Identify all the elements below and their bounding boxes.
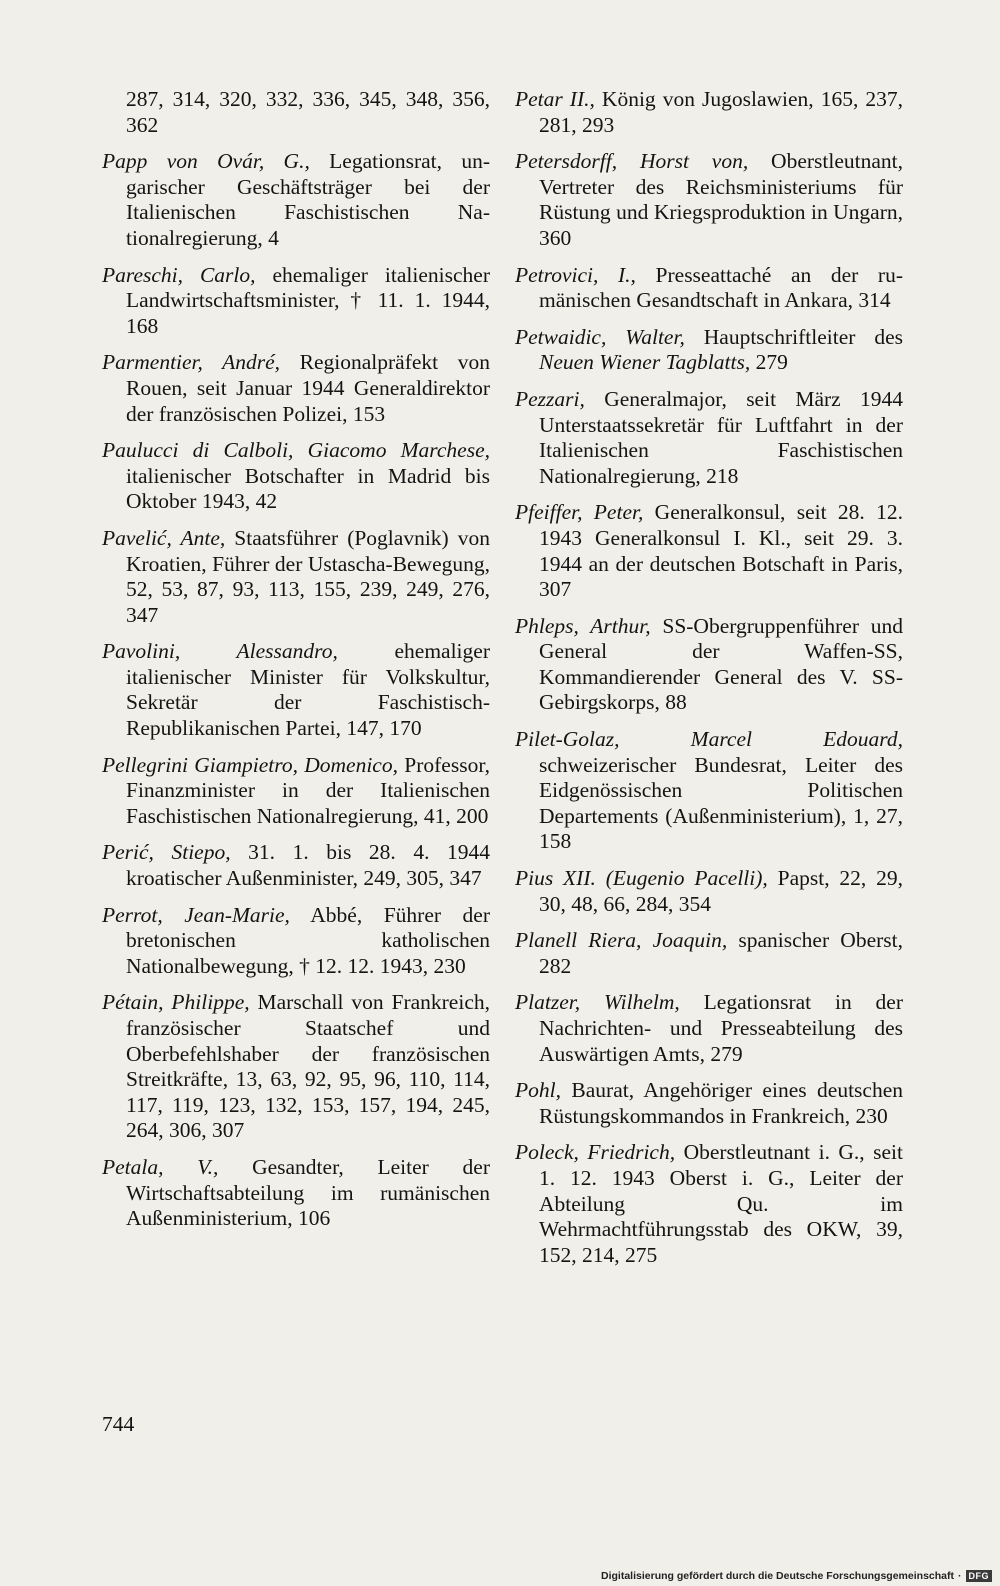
entry-name: Perrot, Jean-Marie, (102, 902, 290, 927)
entry-description: Abbé, Führer der bretonischen katholischen Nationalbewegung, † 12. 12. 1943, 230 (126, 902, 491, 978)
dfg-logo: DFG (966, 1570, 993, 1582)
index-entry (102, 263, 490, 340)
index-entry (102, 990, 490, 1144)
entry-name: Pohl, (515, 1078, 561, 1103)
index-entry (515, 727, 903, 855)
entry-name: Pius XII. (Eugenio Pacelli), (515, 866, 768, 891)
entry-name: Poleck, Friedrich, (515, 1140, 676, 1165)
index-entry (102, 903, 490, 980)
entry-name: Pavolini, Alessandro, (102, 639, 338, 664)
entry-name: Pareschi, Carlo, (102, 262, 256, 287)
index-entry (102, 350, 490, 427)
index-entry (515, 1140, 903, 1268)
index-entry (515, 325, 903, 376)
index-entry (102, 87, 490, 138)
entry-description: Generalmajor, seit März 1944 Unterstaatssekretär für Luftfahrt in der Italienischen Faschistischen Nationalregierung, 218 (539, 386, 904, 488)
entry-description: SS-Obergruppenführer und General der Waffen-SS, Kommandierender General des V. SS-Gebirgskorps, 88 (539, 613, 904, 715)
entry-description: Baurat, Angehöriger eines deutschen Rüstungskommandos in Frankreich, 230 (539, 1078, 904, 1128)
entry-name: Pilet-Golaz, Marcel Edouard, (515, 727, 903, 752)
entry-name: Petrovici, I., (515, 262, 636, 287)
entry-name: Perić, Stiepo, (102, 840, 231, 865)
entry-name: Pezzari, (515, 386, 585, 411)
index-entry (515, 990, 903, 1067)
index-entry (102, 149, 490, 251)
entry-description: ehemaliger italienischer Minister für Volkskultur, Sekretär der Faschistisch-Republikanischen Partei, 147, 170 (126, 639, 490, 741)
entry-description: Hauptschriftleiter des (703, 324, 903, 349)
index-entry (515, 1078, 903, 1129)
index-column-right (515, 87, 903, 1279)
index-entry (515, 387, 903, 489)
index-entry (515, 263, 903, 314)
index-entry (102, 639, 490, 741)
entry-name: Phleps, Arthur, (515, 613, 651, 638)
entry-description: spanischer Oberst, 282 (539, 928, 903, 978)
index-column-left (102, 87, 490, 1243)
index-entry (515, 928, 903, 979)
entry-description: Papst, 22, 29, 30, 48, 66, 284, 354 (539, 866, 904, 916)
entry-name: Papp von Ovár, G., (102, 149, 310, 174)
entry-description: 287, 314, 320, 332, 336, 345, 348, 356, 362 (126, 87, 490, 137)
entry-name: Parmentier, André, (102, 350, 281, 375)
entry-description: Marschall von Frankreich, französischer Staatschef und Oberbefehlshaber der französischen Streitkräfte, 13, 63, 92, 95, 96, 110, 114, 117, 119, 123, 132, 153, 157, 194, 245, 264, 306, 307 (126, 990, 490, 1143)
entry-description: 31. 1. bis 28. 4. 1944 kroatischer Außenminister, 249, 305, 347 (126, 840, 491, 891)
index-entry (102, 1155, 490, 1232)
entry-name: Petwaidic, Walter, (515, 324, 685, 349)
footer-credit: Digitalisierung gefördert durch die Deutsche Forschungsgemeinschaft · DFG (601, 1570, 992, 1582)
entry-pages: 279 (755, 350, 788, 375)
index-entry (102, 526, 490, 628)
index-entry (515, 149, 903, 251)
entry-name: Pavelić, Ante, (102, 525, 226, 550)
entry-description: Regionalpräfekt von Rouen, seit Januar 1944 Generaldirektor der französischen Polizei, 153 (126, 350, 490, 426)
entry-description: Presseattaché an der rumänischen Gesandtschaft in Ankara, 314 (539, 262, 903, 313)
entry-name: Platzer, Wilhelm, (515, 990, 680, 1015)
entry-name: Petala, V., (102, 1154, 219, 1179)
entry-description: italienischer Botschafter in Madrid bis Oktober 1943, 42 (126, 463, 490, 514)
entry-name: Planell Riera, Joaquin, (515, 928, 728, 953)
index-entry (515, 866, 903, 917)
footer-text: Digitalisierung gefördert durch die Deutsche Forschungsgemeinschaft (601, 1570, 954, 1582)
entry-description: Legationsrat in der Nachrichten- und Presseabteilung des Auswärtigen Amts, 279 (539, 990, 904, 1066)
index-entry (102, 840, 490, 891)
page-number: 744 (102, 1412, 135, 1436)
entry-description: Oberstleutnant, Vertreter des Reichsministeriums für Rüstung und Kriegsproduktion in Ungarn, 360 (539, 149, 903, 250)
entry-name: Pétain, Philippe, (102, 990, 250, 1015)
entry-description: schweizerischer Bundesrat, Leiter des Eidgenössischen Politischen Departements (Außenministerium), 1, 27, 158 (539, 752, 903, 854)
entry-publication-title: Neuen Wiener Tagblatts, (539, 350, 751, 375)
entry-description: König von Jugoslawien, 165, 237, 281, 293 (539, 87, 903, 137)
entry-name: Pellegrini Giampietro, Domenico, (102, 752, 398, 777)
entry-name: Pfeiffer, Peter, (515, 500, 644, 525)
entry-name: Petar II., (515, 87, 595, 111)
entry-description: ehemaliger italienischer Landwirtschaftsminister, † 11. 1. 1944, 168 (126, 262, 490, 338)
entry-description: Professor, Finanzminister in der Italienischen Faschistischen Nationalregierung, 41, 200 (126, 752, 490, 828)
entry-description: Staatsführer (Poglavnik) von Kroatien, Führer der Ustascha-Bewegung, 52, 53, 87, 93, 113, 155, 239, 249, 276, 347 (126, 525, 490, 627)
entry-description: Generalkonsul, seit 28. 12. 1943 Generalkonsul I. Kl., seit 29. 3. 1944 an der deutschen Botschaft in Paris, 307 (539, 500, 903, 602)
index-entry (102, 753, 490, 830)
entry-description: Legationsrat, ungarischer Geschäftsträger bei der Italienischen Faschistischen Nationalregierung, 4 (126, 149, 490, 250)
entry-name: Petersdorff, Horst von, (515, 149, 749, 174)
entry-name: Paulucci di Calboli, Giacomo Marchese, (102, 438, 490, 463)
index-entry (102, 438, 490, 515)
entry-description: Gesandter, Leiter der Wirtschaftsabteilung im rumänischen Außenministerium, 106 (126, 1154, 490, 1231)
index-entry (515, 500, 903, 602)
index-entry (515, 87, 903, 138)
entry-description: Oberstleutnant i. G., seit 1. 12. 1943 Oberst i. G., Leiter der Abteilung Qu. im Wehrmachtführungsstab des OKW, 39, 152, 214, 275 (539, 1140, 903, 1267)
index-entry (515, 614, 903, 716)
